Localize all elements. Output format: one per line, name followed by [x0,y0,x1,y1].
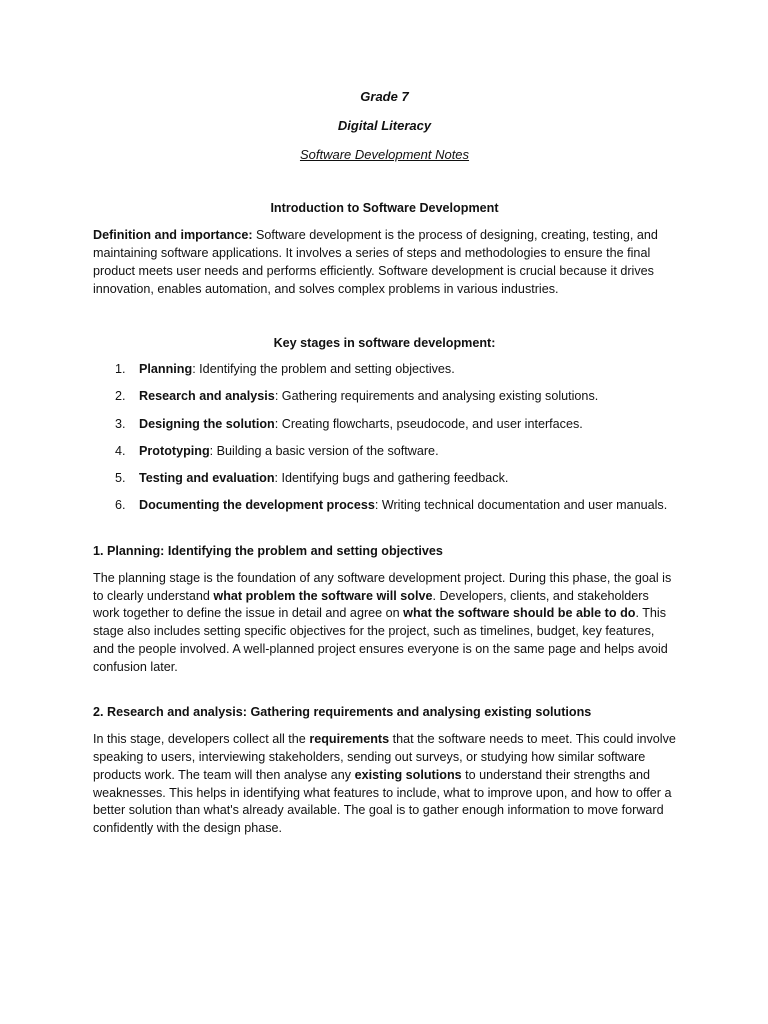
section1-bold: what the software should be able to do [403,606,636,621]
definition-paragraph [93,227,676,298]
stage-label: Planning [139,362,193,377]
definition-text: Software development is the process of designing, creating, testing, and maintaining software applications. It involves a series of steps and methodologies to ensure the final product meets user needs and performs efficiently. Software development is crucial because it drives innovation, enables automation, and solves complex problems in various industries. [93,228,658,296]
subject-title: Digital Literacy [337,117,432,133]
list-item [93,416,676,434]
section1-bold: what problem the software will solve [213,588,433,603]
section1-heading: 1. Planning: Identifying the problem and setting objectives [93,543,443,558]
intro-heading: Introduction to Software Development [270,201,499,216]
list-number: 5. [115,470,126,485]
list-number: 6. [115,498,126,513]
list-number: 4. [115,443,126,458]
list-item [93,361,676,379]
stage-text: : Identifying bugs and gathering feedback. [274,470,509,485]
stage-text: : Gathering requirements and analysing existing solutions. [274,389,599,404]
stages-list [93,361,676,515]
section1-text: . Developers, clients, and stakeholders work together to define the issue in detail and agree on [93,588,649,621]
section1-paragraph [93,570,676,677]
list-number: 3. [115,416,126,431]
section2-paragraph [93,731,676,838]
section2-text: to understand their strengths and weaknesses. This helps in identifying what features to include, what to improve upon, and how to offer a better solution than what's already available. The goal is to gather enough information to move forward confidently with the design phase. [93,767,672,836]
section1-text: The planning stage is the foundation of any software development project. During this phase, the goal is to clearly understand [93,570,672,603]
stage-text: : Building a basic version of the software. [209,443,439,458]
notes-title: Software Development Notes [299,146,470,162]
stage-text: : Writing technical documentation and user manuals. [374,498,668,513]
stage-label: Research and analysis [139,389,275,404]
section2-bold: existing solutions [354,767,462,782]
list-item [93,388,676,406]
section2-bold: requirements [309,732,390,747]
list-number: 2. [115,389,126,404]
list-item [93,497,676,515]
section1-text: . This stage also includes setting specific objectives for the project, such as timelines, budget, key features, and the people involved. A well-planned project ensures everyone is on the same page and helps avoid confusion later. [93,606,668,674]
stages-heading: Key stages in software development: [273,336,496,351]
list-item [93,470,676,488]
stage-label: Prototyping [139,443,210,458]
section2-text: In this stage, developers collect all the [93,732,310,747]
section2-text: that the software needs to meet. This could involve speaking to users, interviewing stakeholders, sending out surveys, or studying how similar software products work. The team will then analyse any [93,732,676,782]
stage-text: : Creating flowcharts, pseudocode, and user interfaces. [274,416,583,431]
stage-text: : Identifying the problem and setting objectives. [192,362,455,377]
grade-title: Grade 7 [360,89,409,104]
stage-label: Documenting the development process [139,498,375,513]
list-number: 1. [115,362,126,377]
stage-label: Designing the solution [139,416,275,431]
definition-label: Definition and importance: [93,228,253,243]
list-item [93,443,676,461]
stage-label: Testing and evaluation [139,470,275,485]
section2-heading: 2. Research and analysis: Gathering requirements and analysing existing solutions [93,705,592,720]
